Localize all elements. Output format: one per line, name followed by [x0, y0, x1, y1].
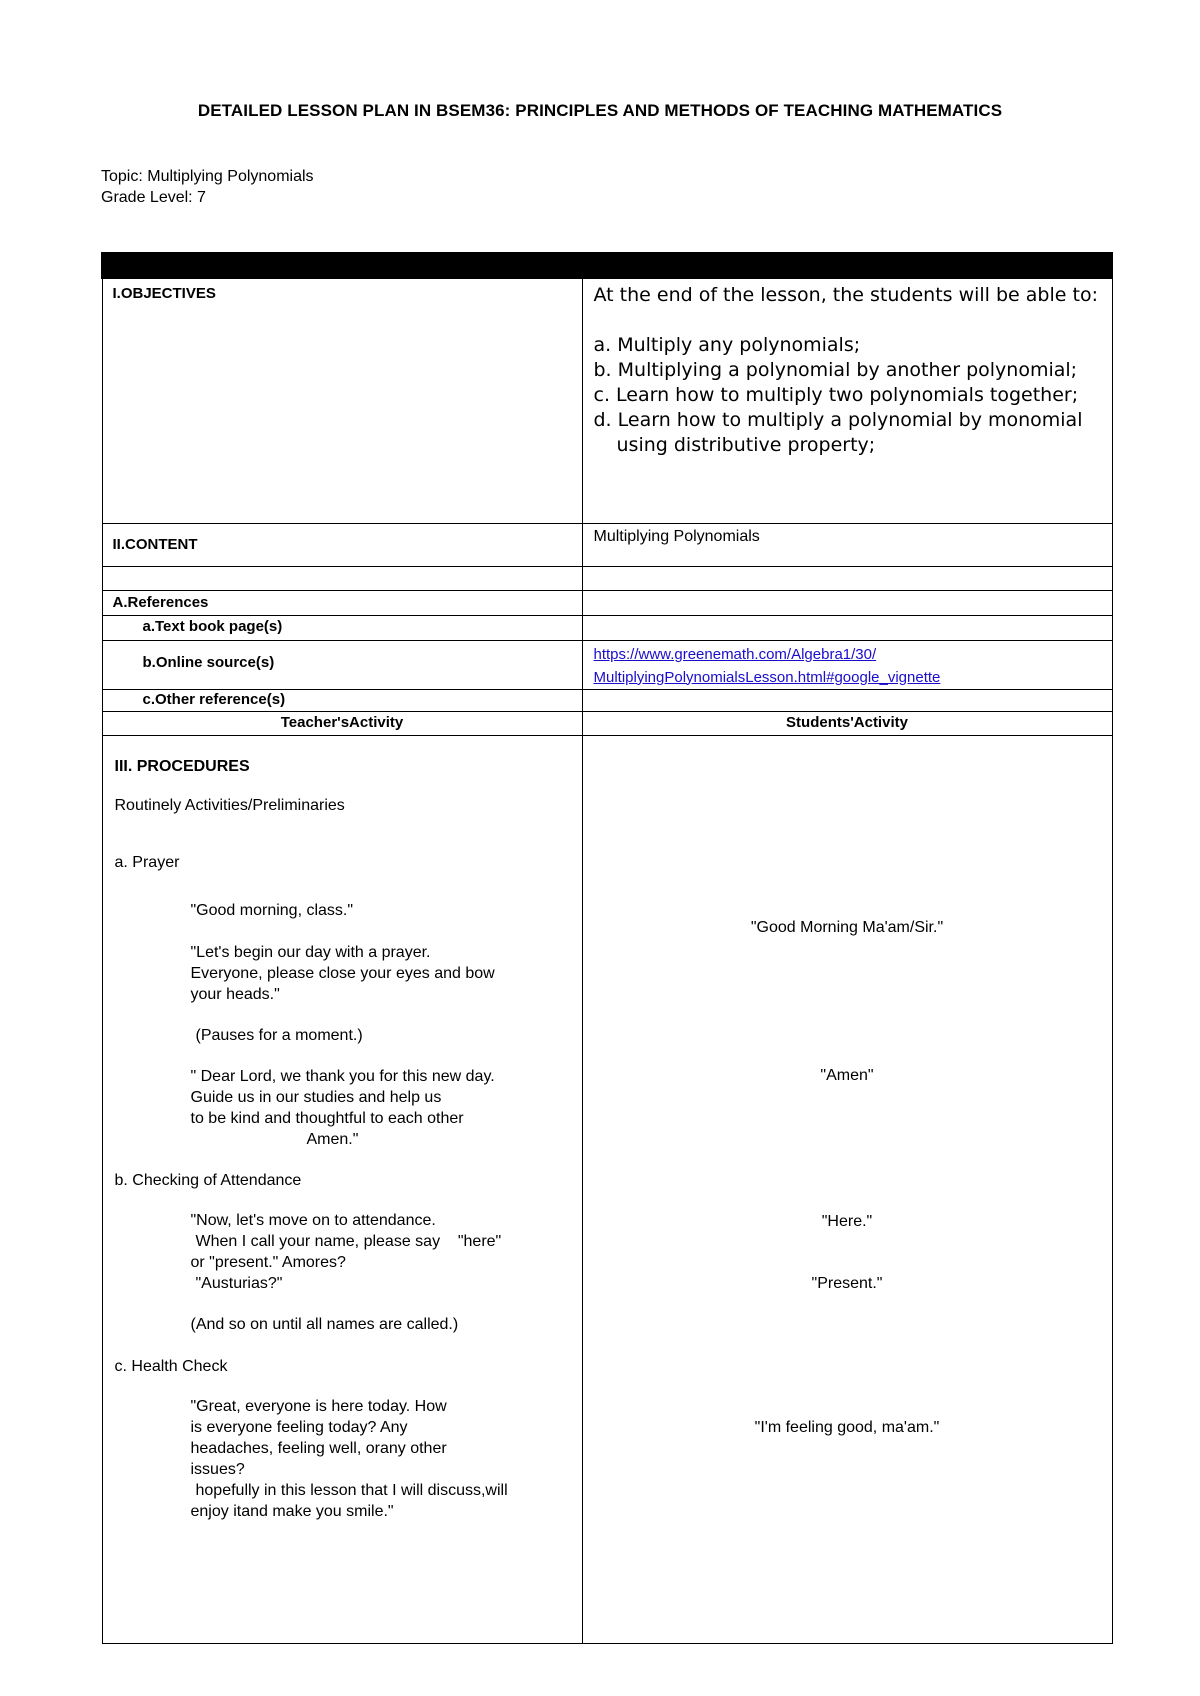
teacher-line: "Good morning, class.": [190, 901, 354, 919]
student-response: "I'm feeling good, ma'am.": [754, 1418, 940, 1436]
teacher-line: (And so on until all names are called.): [190, 1315, 459, 1333]
table-header-bar: [102, 253, 1112, 278]
activity-header-row: [102, 711, 1112, 735]
objective-item: c. Learn how to multiply two polynomials together;: [593, 384, 1079, 406]
other-reference-row: [102, 689, 1112, 711]
online-source-row: [102, 640, 1112, 689]
teacher-line: to be kind and thoughtful to each other: [190, 1109, 464, 1127]
textbook-row: [102, 615, 1112, 640]
teacher-line: Amen.": [306, 1130, 359, 1148]
student-response: "Here.": [821, 1212, 873, 1230]
teacher-line: headaches, feeling well, orany other: [190, 1439, 447, 1457]
grade-level-line: Grade Level: 7: [101, 189, 206, 206]
online-source-link-line2: MultiplyingPolynomialsLesson.html#google_vignette: [593, 668, 941, 686]
prayer-label: a. Prayer: [114, 853, 180, 871]
teacher-line: your heads.": [190, 985, 280, 1003]
procedures-row: [102, 735, 1112, 1643]
students-activity-header: Students'Activity: [786, 713, 908, 731]
spacer-row: [102, 566, 1112, 590]
online-source-label: b.Online source(s): [142, 653, 275, 671]
objectives-list: [583, 279, 1112, 458]
content-value: Multiplying Polynomials: [593, 527, 760, 545]
objectives-row: [102, 278, 1112, 523]
references-row: [102, 590, 1112, 615]
teacher-line: "Austurias?": [195, 1274, 283, 1292]
student-response: "Present.": [811, 1274, 883, 1292]
topic-line: Topic: Multiplying Polynomials: [101, 168, 314, 185]
lesson-plan-table: [101, 252, 1113, 1644]
teacher-line: " Dear Lord, we thank you for this new day.: [190, 1067, 495, 1085]
teacher-health-block: [115, 1396, 582, 1522]
student-response: "Good Morning Ma'am/Sir.": [750, 918, 944, 936]
teacher-line: "Now, let's move on to attendance.: [190, 1211, 436, 1229]
teacher-line: enjoy itand make you smile.": [190, 1502, 394, 1520]
teacher-line: (Pauses for a moment.): [195, 1026, 363, 1044]
teacher-line: is everyone feeling today? Any: [190, 1418, 408, 1436]
objectives-intro: At the end of the lesson, the students will be able to:: [593, 284, 1098, 306]
online-source-link-line1: https://www.greenemath.com/Algebra1/30/: [593, 645, 877, 663]
objective-item: a. Multiply any polynomials;: [593, 334, 861, 356]
teacher-line: issues?: [190, 1460, 245, 1478]
teacher-attendance-block: [115, 1210, 582, 1335]
teacher-line: or "present." Amores?: [190, 1253, 346, 1271]
teacher-activity-content: [103, 758, 582, 1522]
teacher-line: "Let's begin our day with a prayer.: [190, 943, 431, 961]
content-label: II.CONTENT: [112, 535, 198, 553]
student-response: "Amen": [820, 1066, 874, 1084]
teacher-activity-header: Teacher'sActivity: [280, 713, 404, 731]
teacher-prayer-block: [115, 900, 582, 1150]
teacher-line: When I call your name, please say "here": [195, 1232, 502, 1250]
procedures-heading: III. PROCEDURES: [114, 757, 250, 775]
teacher-line: hopefully in this lesson that I will discuss,will: [195, 1481, 508, 1499]
objective-item: b. Multiplying a polynomial by another polynomial;: [593, 359, 1078, 381]
content-row: [102, 523, 1112, 566]
other-reference-label: c.Other reference(s): [142, 690, 286, 708]
health-check-label: c. Health Check: [114, 1357, 228, 1375]
teacher-line: Everyone, please close your eyes and bow: [190, 964, 495, 982]
online-source-link-wrap: [583, 641, 1112, 689]
objectives-label: I.OBJECTIVES: [112, 285, 216, 302]
online-source-link[interactable]: [594, 646, 941, 686]
objective-item: d. Learn how to multiply a polynomial by monomial using distributive property;: [593, 409, 1083, 456]
teacher-line: Guide us in our studies and help us: [190, 1088, 442, 1106]
references-label: A.References: [112, 593, 209, 611]
teacher-line: "Great, everyone is here today. How: [190, 1397, 447, 1415]
document-title: DETAILED LESSON PLAN IN BSEM36: PRINCIPLES AND METHODS OF TEACHING MATHEMATICS: [197, 101, 1003, 120]
routine-label: Routinely Activities/Preliminaries: [114, 796, 345, 814]
attendance-label: b. Checking of Attendance: [114, 1171, 302, 1189]
textbook-label: a.Text book page(s): [142, 617, 283, 635]
